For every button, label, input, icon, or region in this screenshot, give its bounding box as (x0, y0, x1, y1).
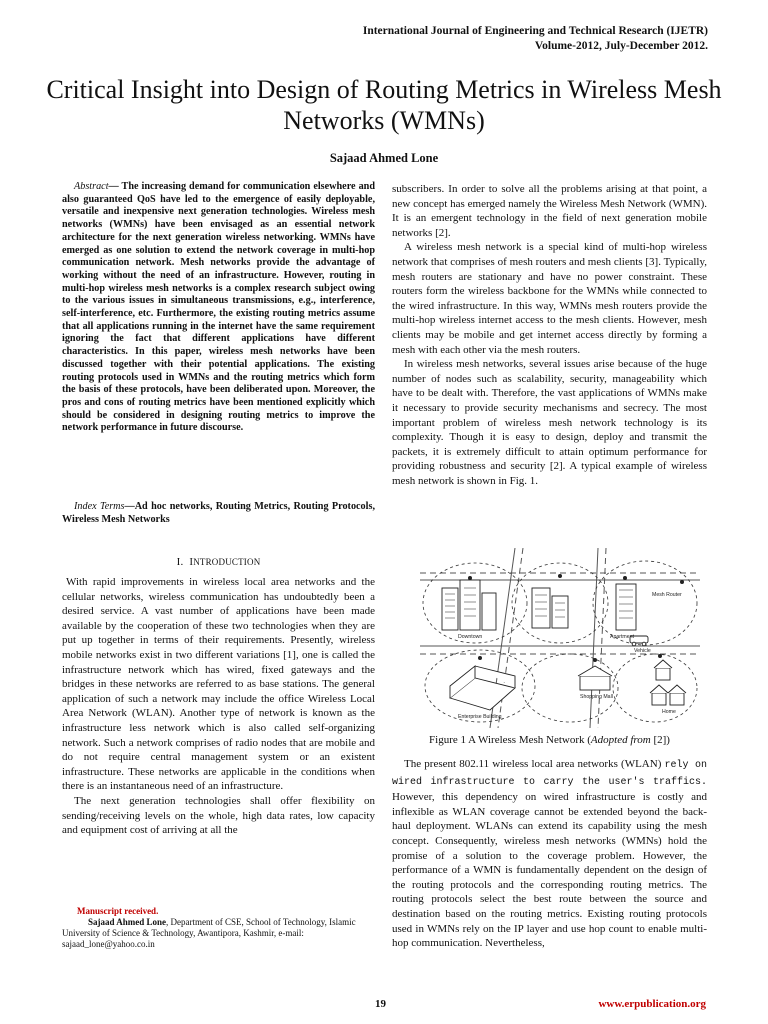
abstract-label: Abstract (74, 181, 109, 192)
label-shopping-mall: Shopping Mall (580, 694, 613, 700)
right-lower-paragraph (392, 757, 707, 951)
journal-name: International Journal of Engineering and Technical Research (IJETR) (362, 25, 708, 37)
right-paragraph-2: A wireless mesh network is a special kind of multi-hop wireless network that comprises of mesh routers and mesh clients [3]. Typically, mesh routers are stationary and have no power constraint. These routers form the wireless backbone for the WMNs while connected to the wired infrastructure. In this way, WMNs mesh routers provide the multi-hop wireless internet access to the mesh clients. However, mesh clients may be mobile and get internet access directly by forming a mesh with each other via the mesh routers. (392, 241, 707, 356)
footnote-affiliation: , Department of CSE, School of Technology, Islamic University of Science & Technology, Awantipora, Kashmir, e-mail: sajaad_lone@yahoo.co.in (62, 917, 356, 949)
apartment-building (616, 584, 636, 630)
publisher-url: www.erpublication.org (598, 998, 706, 1010)
index-terms-dash: — (124, 501, 135, 512)
right-lower-text-b: However, this dependency on wired infrastructure is costly and inflexible as WLAN coverage cannot be extended beyond the back-haul deployment. WLANs can extend its capability using the mesh concept. Consequently, wireless mesh networks (WMNs) hold the promise of a solution to the coverage problem. However, the performance of a WMN is fundamentally dependent on the design of the routing protocols and the corresponding routing metrics. The routing protocols select the best route between the source and destination based on the routing metrics. Existing routing protocols used in WMNs rely on the IP layer and use hop count to enable multi-hop communication. Nevertheless, (392, 791, 707, 950)
wireless-mesh-network-figure (420, 548, 700, 728)
footnote (62, 906, 382, 950)
abstract-text: The increasing demand for communication elsewhere and also guaranteed QoS have led to the emergence of easily deployable, versatile and inexpensive next generation technologies. Wireless mesh networks (WMNs) have been envisaged as an essential network architecture for the next generation wireless networking. WMNs have emerged as one solution to extend the network coverage in multi-hop communication network. Mesh networks provide the advantage of working without the need of an infrastructure. However, routing in multi-hop wireless mesh networks is a complex research subject owing to the various issues in simultaneous transmissions, e.g., interference, self-interference, etc. Furthermore, the existing routing metrics assume that all applications running in the internet have the same requirement ignoring the fact that different applications have different characteristics. In this paper, wireless mesh networks have been discussed together with their potential applications. The existing routing protocols used in WMNs and the routing metrics which form the basis of these protocols, have been deliberated upon. Moreover, the pros and cons of routing metrics have been mentioned explicitly which should be considered in designing routing metrics to improve the network performance in future discourse. (62, 181, 375, 434)
right-lower-text-a: The present 802.11 wireless local area networks (WLAN) (404, 758, 665, 770)
intro-paragraph-1: With rapid improvements in wireless local area networks and the cellular networks, wireless communication has undoubtedly been a desired service. A vast number of applications have been made available by the cooperation of these two technologies when they are put up together in terms of their requirements. Presently, wireless mobile networks exist in two different variations [1], one is called the infrastructure network which has wired, fixed gateways and the bridges in these networks are referred to as base stations. The general application of such a network may include the office Wireless Local Area Network (WLAN). Another type of network is known as the infrastructure less network which is also called self-organizing network. Such a network comprises of radio nodes that are mobile and do not require central management system or an existent infrastructure. These networks are applicable in the conditions when there is an instantaneous need of an infrastructure. (62, 576, 375, 793)
caption-italic: Adopted from (590, 734, 651, 746)
figure-caption (392, 734, 707, 746)
page-number: 19 (375, 998, 386, 1010)
right-lower-mono: rely on wired infrastructure to carry the user's traffics. (392, 760, 707, 788)
label-apartment: Apartment (610, 634, 634, 640)
section-heading-introduction (62, 556, 375, 568)
label-vehicle: Vehicle (634, 648, 651, 654)
right-paragraph-3: In wireless mesh networks, several issues arise because of the huge number of nodes such as scalability, security, manageability which have to be dealt with. Therefore, the vast applications of WMNs make it necessary to provide security mechanisms and secrecy. The most important problem of wireless mesh network technology is its complexity. Though it is easy to design, deploy and transmit the packets, it is extremely difficult to attain optimum performance for providing robustness and security [2]. A typical example of wireless mesh network is shown in Fig. 1. (392, 358, 707, 487)
homes (650, 660, 686, 705)
index-terms-text: Ad hoc networks, Routing Metrics, Routing Protocols, Wireless Mesh Networks (62, 501, 375, 525)
label-home: Home (662, 709, 676, 715)
footnote-author: Sajaad Ahmed Lone (88, 917, 167, 927)
index-terms (62, 501, 375, 526)
abstract-dash: — (108, 181, 122, 192)
journal-volume: Volume-2012, July-December 2012. (534, 40, 708, 52)
label-enterprise: Enterprise Building (458, 714, 502, 720)
right-column-top (392, 182, 707, 488)
label-mesh-router: Mesh Router (652, 592, 682, 598)
section-title-rest: NTRODUCTION (193, 557, 261, 567)
abstract (62, 181, 375, 435)
paper-author: Sajaad Ahmed Lone (329, 151, 439, 165)
mesh-routers (468, 574, 684, 662)
right-column-bottom (392, 757, 707, 951)
introduction-body (62, 575, 375, 838)
index-terms-label: Index Terms (74, 501, 125, 512)
shopping-mall (578, 666, 612, 690)
section-numeral: I. (176, 556, 184, 568)
caption-prefix: Figure 1 A Wireless Mesh Network ( (429, 734, 591, 746)
right-paragraph-1: subscribers. In order to solve all the problems arising at that point, a new concept has emerged namely the Wireless Mesh Network (WMN). It is an emergent technology in the field of next generation mobile networks [2]. (392, 183, 707, 239)
paper-title: Critical Insight into Design of Routing Metrics in Wireless Mesh Networks (WMNs) (46, 75, 722, 135)
journal-header (363, 24, 708, 54)
label-downtown: Downtown (458, 634, 483, 640)
intro-paragraph-2: The next generation technologies shall offer flexibility on sending/receiving levels on the whole, high data rates, low capacity and equipment cost of arriving at all the (62, 794, 375, 837)
caption-suffix: [2]) (650, 734, 670, 746)
manuscript-received: Manuscript received. (77, 906, 159, 916)
section-title-initial: I (189, 556, 194, 568)
